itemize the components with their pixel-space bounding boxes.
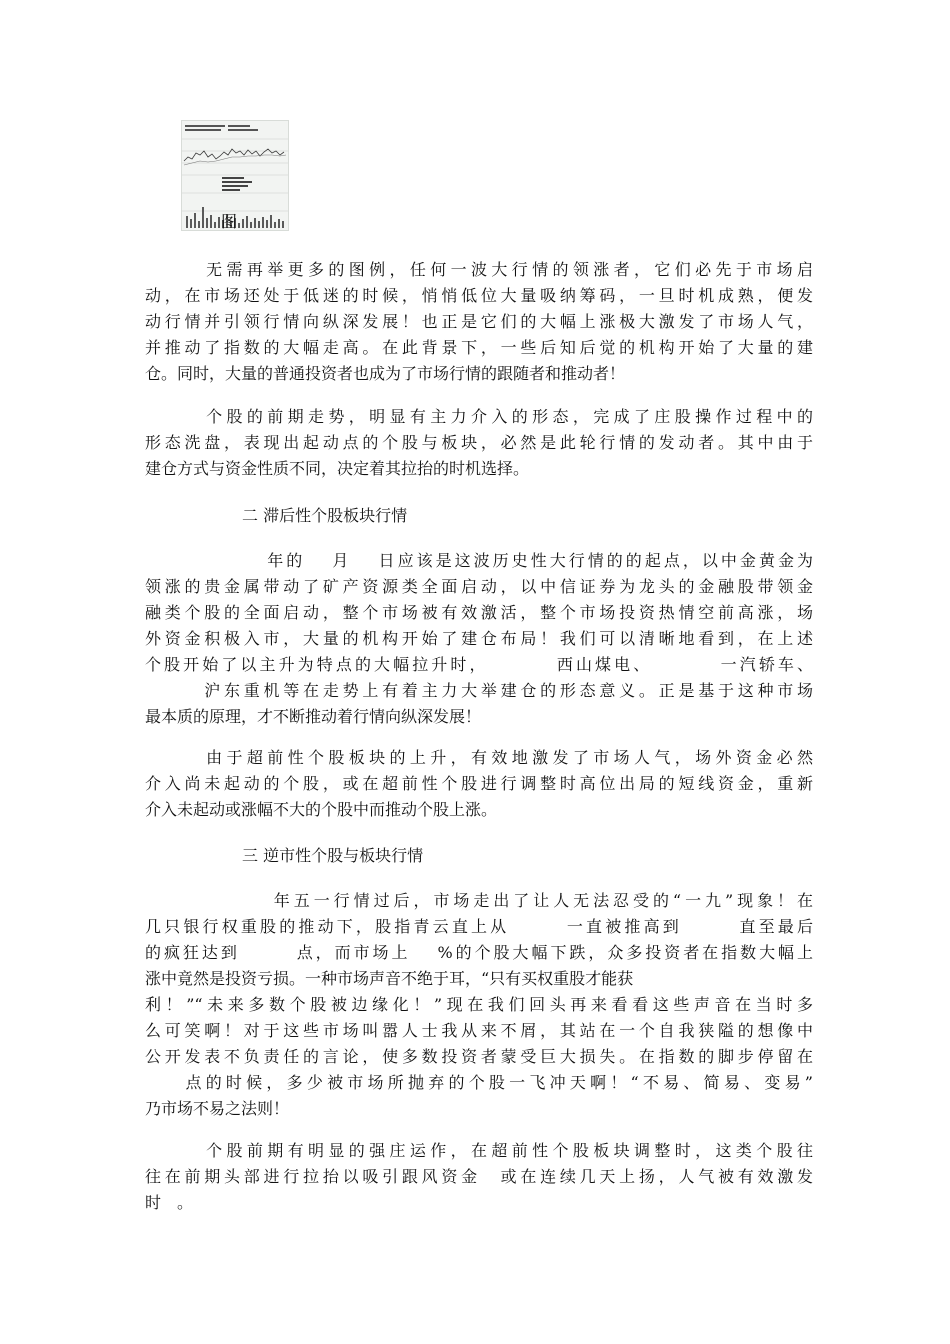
text-line: 动，在市场还处于低迷的时候，悄悄低位大量吸纳筹码，一旦时机成熟，便发 — [145, 286, 813, 305]
paragraph-1 — [145, 257, 813, 387]
section-heading-2: 二 滞后性个股板块行情 — [242, 506, 408, 525]
text-line: 介入未起动或涨幅不大的个股中而推动个股上涨。 — [145, 800, 498, 819]
text-line: 么可笑啊！对于这些市场叫嚣人士我从来不屑，其站在一个自我狭隘的想像中 — [145, 1021, 813, 1040]
text-line: 仓。同时，大量的普通投资者也成为了市场行情的跟随者和推动者！ — [145, 364, 626, 383]
text-line: 建仓方式与资金性质不同，决定着其拉抬的时机选择。 — [145, 459, 530, 478]
paragraph-5 — [145, 888, 813, 1122]
text-line: 利！”“未来多数个股被边缘化！”现在我们回头再来看看这些声音在当时多 — [145, 995, 813, 1014]
text-line: 介入尚未起动的个股，或在超前性个股进行调整时高位出局的短线资金，重新 — [145, 774, 813, 793]
text-line: 时 。 — [145, 1193, 194, 1212]
paragraph-6 — [145, 1138, 813, 1216]
text-line: 动行情并引领行情向纵深发展！也正是它们的大幅上涨极大激发了市场人气， — [145, 312, 813, 331]
text-line: 由于超前性个股板块的上升，有效地激发了市场人气，场外资金必然 — [145, 748, 813, 767]
text-line: 领涨的贵金属带动了矿产资源类全面启动，以中信证券为龙头的金融股带领金 — [145, 577, 813, 596]
text-line: 并推动了指数的大幅走高。在此背景下，一些后知后觉的机构开始了大量的建 — [145, 338, 813, 357]
text-line: 几只银行权重股的推动下，股指青云直上从 一直被推高到 直至最后 — [145, 917, 813, 936]
text-line: 个股的前期走势，明显有主力介入的形态，完成了庄股操作过程中的 — [145, 407, 813, 426]
text-line: 个股前期有明显的强庄运作，在超前性个股板块调整时，这类个股往 — [145, 1141, 813, 1160]
text-line: 点的时候，多少被市场所抛弃的个股一飞冲天啊！“不易、简易、变易” — [145, 1073, 813, 1092]
text-line: 年的 月 日应该是这波历史性大行情的的起点，以中金黄金为 — [145, 551, 813, 570]
paragraph-2 — [145, 404, 813, 482]
text-line: 乃市场不易之法则！ — [145, 1099, 290, 1118]
text-line: 个股开始了以主升为特点的大幅拉升时， 西山煤电、 一汽轿车、 — [145, 655, 813, 674]
text-line: 形态洗盘，表现出起动点的个股与板块，必然是此轮行情的发动者。其中由于 — [145, 433, 813, 452]
text-line: 年五一行情过后，市场走出了让人无法忍受的“一九”现象！在 — [145, 891, 813, 910]
text-line: 外资金积极入市，大量的机构开始了建仓布局！我们可以清晰地看到，在上述 — [145, 629, 813, 648]
text-line: 公开发表不负责任的言论，使多数投资者蒙受巨大损失。在指数的脚步停留在 — [145, 1047, 813, 1066]
text-line: 沪东重机等在走势上有着主力大举建仓的形态意义。正是基于这种市场 — [145, 681, 813, 700]
text-line: 的疯狂达到 点，而市场上 %的个股大幅下跌，众多投资者在指数大幅上 — [145, 943, 813, 962]
text-line: 无需再举更多的图例，任何一波大行情的领涨者，它们必先于市场启 — [145, 260, 813, 279]
text-line: 融类个股的全面启动，整个市场被有效激活，整个市场投资热情空前高涨，场 — [145, 603, 813, 622]
section-heading-3: 三 逆市性个股与板块行情 — [242, 846, 424, 865]
text-line: 往在前期头部进行拉抬以吸引跟风资金 或在连续几天上扬，人气被有效激发 — [145, 1167, 813, 1186]
figure-caption: 图 — [221, 212, 238, 231]
text-line: 涨中竟然是投资亏损。一种市场声音不绝于耳，“只有买权重股才能获 — [145, 969, 634, 988]
paragraph-3 — [145, 548, 813, 730]
text-line: 最本质的原理，才不断推动着行情向纵深发展！ — [145, 707, 482, 726]
paragraph-4 — [145, 745, 813, 823]
